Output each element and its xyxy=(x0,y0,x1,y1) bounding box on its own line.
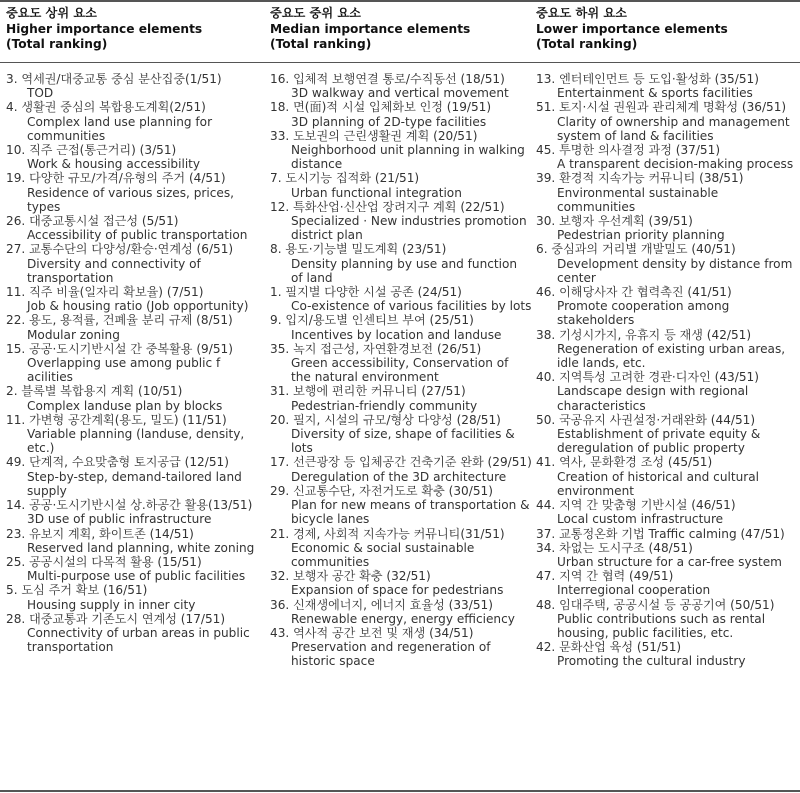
list-item xyxy=(270,527,532,570)
item-korean: 23. 유보지 계획, 화이트존 (14/51) xyxy=(6,526,194,541)
item-korean: 9. 입지/용도별 인센티브 부여 (25/51) xyxy=(270,313,474,328)
header-rank: (Total ranking) xyxy=(536,37,638,51)
list-item xyxy=(270,342,532,385)
item-english: Pedestrian-friendly community xyxy=(291,398,478,413)
header-ko: 중요도 중위 요소 xyxy=(270,6,361,20)
item-korean: 47. 지역 간 협력 (49/51) xyxy=(536,569,674,584)
item-korean: 6. 중심과의 거리별 개발밀도 (40/51) xyxy=(536,242,736,257)
list-item xyxy=(536,498,798,526)
list-item xyxy=(536,455,798,498)
top-rule xyxy=(0,0,800,2)
item-english: Step-by-step, demand-tailored land supply xyxy=(27,469,242,498)
list-item xyxy=(6,72,268,100)
list-item xyxy=(270,455,532,483)
item-english: Neighborhood unit planning in walking distance xyxy=(291,143,525,172)
item-english: Development density by distance from center xyxy=(557,256,793,285)
item-korean: 32. 보행자 공간 확충 (32/51) xyxy=(270,569,431,584)
item-english: Urban structure for a car-free system xyxy=(557,554,782,569)
list-item xyxy=(6,612,268,655)
list-item xyxy=(270,129,532,172)
item-english: Landscape design with regional characteristics xyxy=(557,384,749,413)
list-item xyxy=(270,413,532,456)
list-item xyxy=(270,100,532,128)
item-english: Regeneration of existing urban areas, idle lands, etc. xyxy=(557,341,786,371)
list-item xyxy=(270,242,532,285)
item-english: Multi-purpose use of public facilities xyxy=(27,569,246,584)
list-item xyxy=(270,285,532,313)
header-ko: 중요도 상위 요소 xyxy=(6,6,97,20)
list-item xyxy=(536,242,798,285)
item-korean: 21. 경제, 사회적 지속가능 커뮤니티(31/51) xyxy=(270,526,505,541)
list-item xyxy=(6,313,268,341)
item-english: Variable planning (landuse, density, etc.) xyxy=(27,427,245,456)
item-korean: 38. 기성시가지, 유휴지 등 재생 (42/51) xyxy=(536,327,752,342)
item-english: Urban functional integration xyxy=(291,185,462,200)
item-korean: 27. 교통수단의 다양성/환승·연계성 (6/51) xyxy=(6,242,234,257)
item-english: Residence of various sizes, prices, types xyxy=(27,185,234,214)
item-korean: 51. 토지·시설 권원과 관리체계 명확성 (36/51) xyxy=(536,100,787,115)
bottom-rule xyxy=(0,790,800,792)
item-english: Connectivity of urban areas in public transportation xyxy=(27,625,250,655)
item-korean: 14. 공공·도시기반시설 상.하공간 활용(13/51) xyxy=(6,498,253,513)
column-header xyxy=(270,6,532,60)
item-korean: 40. 지역특성 고려한 경관·디자인 (43/51) xyxy=(536,370,759,385)
header-rank: (Total ranking) xyxy=(270,37,372,51)
list-item xyxy=(6,214,268,242)
list-item xyxy=(270,569,532,597)
element-list xyxy=(536,72,798,669)
item-english: Complex land use planning for communities xyxy=(27,114,213,143)
item-english: Preservation and regeneration of historic space xyxy=(291,640,491,669)
list-item xyxy=(6,583,268,611)
item-english: A transparent decision-making process xyxy=(557,157,794,172)
item-english: Deregulation of the 3D architecture xyxy=(291,469,507,484)
item-english: Co-existence of various facilities by lots xyxy=(291,299,532,314)
item-korean: 11. 직주 비율(일자리 확보율) (7/51) xyxy=(6,285,204,300)
item-korean: 7. 도시기능 집적화 (21/51) xyxy=(270,171,420,186)
column-header xyxy=(536,6,798,60)
item-korean: 22. 용도, 용적률, 건폐율 분리 규제 (8/51) xyxy=(6,313,233,328)
item-english: Promoting the cultural industry xyxy=(557,654,746,669)
item-english: Promote cooperation among stakeholders xyxy=(557,299,730,328)
item-english: Diversity of size, shape of facilities & lots xyxy=(291,427,515,456)
list-item xyxy=(536,143,798,171)
column-median xyxy=(270,6,532,669)
list-item xyxy=(270,171,532,199)
header-rank: (Total ranking) xyxy=(6,37,108,51)
item-english: 3D planning of 2D-type facilities xyxy=(291,114,487,129)
item-korean: 36. 신재생에너지, 에너지 효율성 (33/51) xyxy=(270,597,493,612)
item-english: Job & housing ratio (Job opportunity) xyxy=(27,299,249,314)
item-korean: 20. 필지, 시설의 규모/형상 다양성 (28/51) xyxy=(270,412,501,427)
item-korean: 16. 입체적 보행연결 통로/수직동선 (18/51) xyxy=(270,72,505,86)
item-korean: 39. 환경적 지속가능 커뮤니티 (38/51) xyxy=(536,171,744,186)
header-rule xyxy=(0,62,800,63)
item-english: Specialized · New industries promotion district plan xyxy=(291,214,527,243)
item-english: Public contributions such as rental housing, public facilities, etc. xyxy=(557,611,766,640)
list-item xyxy=(536,285,798,328)
item-korean: 18. 면(面)적 시설 입체화보 인정 (19/51) xyxy=(270,100,492,115)
item-english: Creation of historical and cultural environment xyxy=(557,469,759,498)
list-item xyxy=(6,527,268,555)
item-korean: 45. 투명한 의사결정 과정 (37/51) xyxy=(536,143,721,158)
list-item xyxy=(536,214,798,242)
list-item xyxy=(536,569,798,597)
list-item xyxy=(536,413,798,456)
list-item xyxy=(270,484,532,527)
column-header xyxy=(6,6,268,60)
list-item xyxy=(6,498,268,526)
header-en: Higher importance elements xyxy=(6,21,203,36)
list-item xyxy=(536,328,798,371)
item-english: TOD xyxy=(27,86,54,101)
list-item xyxy=(6,100,268,143)
list-item xyxy=(536,598,798,641)
item-english: Green accessibility, Conservation of the natural environment xyxy=(291,356,509,385)
item-korean: 11. 가변형 공간계획(용도, 밀도) (11/51) xyxy=(6,412,227,427)
list-item xyxy=(536,541,798,569)
list-item xyxy=(270,313,532,341)
item-korean: 15. 공공·도시기반시설 간 중복활용 (9/51) xyxy=(6,341,233,356)
item-english: Pedestrian priority planning xyxy=(557,228,725,243)
list-item xyxy=(270,200,532,243)
list-item xyxy=(6,242,268,285)
item-korean: 13. 엔터테인먼트 등 도입·활성화 (35/51) xyxy=(536,72,759,86)
item-korean: 8. 용도·기능별 밀도계획 (23/51) xyxy=(270,242,447,257)
item-english: 3D use of public infrastructure xyxy=(27,512,212,527)
item-korean: 5. 도심 주거 확보 (16/51) xyxy=(6,583,148,598)
item-korean: 46. 이해당사자 간 협력촉진 (41/51) xyxy=(536,285,732,300)
item-korean: 42. 문화산업 육성 (51/51) xyxy=(536,640,682,655)
list-item xyxy=(6,413,268,456)
list-item xyxy=(270,598,532,626)
item-korean: 31. 보행에 편리한 커뮤니티 (27/51) xyxy=(270,384,466,399)
column-higher xyxy=(6,6,268,655)
item-english: Overlapping use among public f acilities xyxy=(27,356,221,385)
item-korean: 2. 블록별 복합용지 계획 (10/51) xyxy=(6,384,183,399)
item-korean: 4. 생활권 중심의 복합용도계획(2/51) xyxy=(6,100,206,115)
item-english: Local custom infrastructure xyxy=(557,512,724,527)
item-korean: 19. 다양한 규모/가격/유형의 주거 (4/51) xyxy=(6,171,226,186)
list-item xyxy=(536,100,798,143)
item-korean: 35. 녹지 접근성, 자연환경보전 (26/51) xyxy=(270,341,482,356)
list-item xyxy=(536,171,798,214)
item-english: Diversity and connectivity of transportation xyxy=(27,256,201,285)
item-english: 3D walkway and vertical movement xyxy=(291,86,509,101)
list-item xyxy=(6,455,268,498)
item-korean: 37. 교통정온화 기법 Traffic calming (47/51) xyxy=(536,526,785,541)
item-english: Clarity of ownership and management system of land & facilities xyxy=(557,114,790,143)
list-item xyxy=(536,72,798,100)
list-item xyxy=(6,384,268,412)
item-english: Establishment of private equity & deregulation of public property xyxy=(557,427,761,456)
item-english: Modular zoning xyxy=(27,327,120,342)
item-english: Expansion of space for pedestrians xyxy=(291,583,504,598)
item-korean: 17. 선큰광장 등 입체공간 건축기준 완화 (29/51) xyxy=(270,455,532,470)
item-korean: 25. 공공시설의 다목적 활용 (15/51) xyxy=(6,554,202,569)
item-korean: 30. 보행자 우선계획 (39/51) xyxy=(536,214,693,229)
list-item xyxy=(536,370,798,413)
item-english: Environmental sustainable communities xyxy=(557,185,719,214)
item-korean: 49. 단계적, 수요맞춤형 토지공급 (12/51) xyxy=(6,455,229,470)
item-korean: 29. 신교통수단, 자전거도로 확충 (30/51) xyxy=(270,483,493,498)
item-english: Renewable energy, energy efficiency xyxy=(291,611,515,626)
item-english: Incentives by location and landuse xyxy=(291,327,502,342)
item-korean: 28. 대중교통과 기존도시 연계성 (17/51) xyxy=(6,611,226,626)
item-english: Interregional cooperation xyxy=(557,583,711,598)
item-english: Complex landuse plan by blocks xyxy=(27,398,223,413)
item-english: Density planning by use and function of land xyxy=(291,256,518,285)
header-en: Median importance elements xyxy=(270,21,471,36)
list-item xyxy=(270,384,532,412)
item-korean: 33. 도보권의 근린생활권 계획 (20/51) xyxy=(270,128,478,143)
item-korean: 3. 역세권/대중교통 중심 분산집중(1/51) xyxy=(6,72,222,86)
item-korean: 34. 차없는 도시구조 (48/51) xyxy=(536,540,693,555)
item-english: Plan for new means of transportation & bicycle lanes xyxy=(291,498,530,527)
list-item xyxy=(270,626,532,669)
list-item xyxy=(536,640,798,668)
item-korean: 44. 지역 간 맞춤형 기반시설 (46/51) xyxy=(536,498,736,513)
list-item xyxy=(6,143,268,171)
item-english: Accessibility of public transportation xyxy=(27,228,248,243)
list-item xyxy=(270,72,532,100)
header-en: Lower importance elements xyxy=(536,21,728,36)
item-korean: 50. 국공유지 사권설정·거래완화 (44/51) xyxy=(536,412,756,427)
item-korean: 43. 역사적 공간 보전 및 재생 (34/51) xyxy=(270,625,474,640)
list-item xyxy=(6,555,268,583)
item-english: Work & housing accessibility xyxy=(27,157,201,172)
item-korean: 26. 대중교통시설 접근성 (5/51) xyxy=(6,214,179,229)
list-item xyxy=(6,342,268,385)
column-lower xyxy=(536,6,798,669)
element-list xyxy=(270,72,532,669)
list-item xyxy=(6,171,268,214)
item-english: Entertainment & sports facilities xyxy=(557,86,753,101)
list-item xyxy=(536,527,798,541)
header-ko: 중요도 하위 요소 xyxy=(536,6,627,20)
item-korean: 1. 필지별 다양한 시설 공존 (24/51) xyxy=(270,285,462,300)
item-korean: 10. 직주 근접(통근거리) (3/51) xyxy=(6,143,177,158)
list-item xyxy=(6,285,268,313)
element-list xyxy=(6,72,268,654)
item-korean: 12. 특화산업·신산업 장려지구 계획 (22/51) xyxy=(270,199,505,214)
item-english: Housing supply in inner city xyxy=(27,597,196,612)
item-korean: 48. 임대주택, 공공시설 등 공공기여 (50/51) xyxy=(536,597,775,612)
item-english: Economic & social sustainable communities xyxy=(291,540,475,569)
item-english: Reserved land planning, white zoning xyxy=(27,540,255,555)
item-korean: 41. 역사, 문화환경 조성 (45/51) xyxy=(536,455,713,470)
